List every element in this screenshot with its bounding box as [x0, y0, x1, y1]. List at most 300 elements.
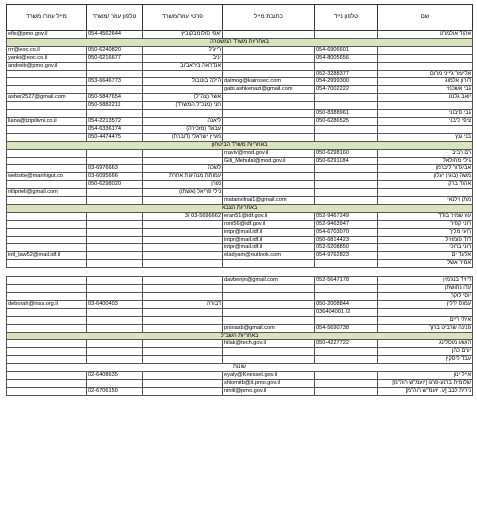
assistant-title-cell — [143, 316, 223, 324]
assistant-email-cell: website@manhigut.co — [7, 173, 87, 181]
name-cell: איתי ריים — [378, 316, 473, 324]
spacer-cell — [7, 268, 473, 277]
assistant-title-cell — [143, 220, 223, 228]
assistant-title-cell: רייג'ל — [143, 46, 223, 54]
assistant-phone-cell: 050-6216677 — [87, 54, 143, 62]
phone-cell: 052-9463947 — [315, 220, 378, 228]
table-row — [7, 220, 473, 228]
table-row — [7, 340, 473, 348]
assistant-title-cell: נילי פריאל (אשתו) — [143, 189, 223, 197]
assistant-title-cell: אנדראה ביראב'וב — [143, 62, 223, 70]
name-cell — [378, 125, 473, 133]
assistant-phone-cell — [87, 356, 143, 364]
phone-cell — [315, 285, 378, 293]
phone-cell: 050-6291184 — [315, 157, 378, 165]
email-cell — [223, 181, 315, 189]
assistant-title-cell — [143, 236, 223, 244]
phone-cell: 050-8388961 — [315, 110, 378, 118]
email-cell — [223, 173, 315, 181]
section-header-row — [7, 141, 473, 149]
table-row — [7, 197, 473, 205]
assistant-email-cell — [7, 181, 87, 189]
name-cell — [378, 189, 473, 197]
assistant-phone-cell: 050-6240820 — [87, 46, 143, 54]
email-cell — [223, 308, 315, 316]
assistant-phone-cell: 053-6646773 — [87, 78, 143, 86]
header-assistant-phone: טלפון עוזר /משרד — [87, 5, 143, 31]
name-cell: דוד פומוזיל — [378, 236, 473, 244]
assistant-phone-cell: 02-6706150 — [87, 387, 143, 395]
assistant-phone-cell — [87, 244, 143, 252]
email-cell: eran51@idf.gov.il — [223, 212, 315, 220]
section-title: שונות — [7, 364, 473, 372]
phone-cell: 054-8005656 — [315, 54, 378, 62]
name-cell — [378, 308, 473, 316]
assistant-title-cell — [143, 340, 223, 348]
name-cell: רם רביב — [378, 149, 473, 157]
phone-cell — [315, 316, 378, 324]
name-cell: הושע מוסלינג — [378, 340, 473, 348]
table-row — [7, 244, 473, 252]
assistant-title-cell: מעיין ישראלי (דוברת) — [143, 133, 223, 141]
email-cell: intpr@mail.idf.il — [223, 236, 315, 244]
phone-cell — [315, 189, 378, 197]
assistant-email-cell: liana@tzipilivni.co.il — [7, 117, 87, 125]
section-title: באחריות השב"כ — [7, 332, 473, 340]
assistant-phone-cell — [87, 62, 143, 70]
assistant-email-cell — [7, 260, 87, 268]
table-row — [7, 379, 473, 387]
email-cell — [223, 102, 315, 110]
contacts-sheet — [6, 4, 472, 396]
email-cell — [223, 70, 315, 78]
assistant-title-cell — [143, 324, 223, 332]
assistant-title-cell — [143, 308, 223, 316]
assistant-email-cell — [7, 165, 87, 173]
assistant-email-cell — [7, 157, 87, 165]
section-header-row — [7, 332, 473, 340]
name-cell: ציפי ליבני — [378, 117, 473, 125]
table-row — [7, 308, 473, 316]
spacer-row — [7, 268, 473, 277]
email-cell: intpr@mail.idf.il — [223, 228, 315, 236]
phone-cell — [315, 173, 378, 181]
name-cell: רוני קפיר — [378, 220, 473, 228]
phone-cell — [315, 387, 378, 395]
table-row — [7, 70, 473, 78]
header-row — [7, 5, 473, 31]
assistant-email-cell — [7, 372, 87, 380]
assistant-phone-cell — [87, 189, 143, 197]
email-cell: eladyam@outlook.com — [223, 252, 315, 260]
name-cell: גבי אשכנזי — [378, 86, 473, 94]
assistant-phone-cell: 03-6095666 — [87, 173, 143, 181]
assistant-email-cell: rrr@eoc.co.il — [7, 46, 87, 54]
name-cell: עוז שמיר בודד — [378, 212, 473, 220]
table-row — [7, 285, 473, 293]
phone-cell — [315, 293, 378, 301]
assistant-phone-cell — [87, 228, 143, 236]
name-cell: רועי מליך — [378, 228, 473, 236]
table-row — [7, 181, 473, 189]
assistant-email-cell — [7, 340, 87, 348]
assistant-title-cell: יניב — [143, 54, 223, 62]
table-row — [7, 94, 473, 102]
assistant-phone-cell: 050-5882211 — [87, 102, 143, 110]
name-cell: עמוס ידלין — [378, 300, 473, 308]
email-cell: shlomitb@it.pmo.gov.il — [223, 379, 315, 387]
name-cell — [378, 54, 473, 62]
assistant-title-cell — [143, 260, 223, 268]
assistant-title-cell — [143, 285, 223, 293]
assistant-title-cell — [143, 86, 223, 94]
table-row — [7, 133, 473, 141]
assistant-title-cell: עבאד (מזכירה) — [143, 125, 223, 133]
assistant-email-cell — [7, 220, 87, 228]
assistant-title-cell: דבורה — [143, 300, 223, 308]
name-cell: רוני ברוכי — [378, 244, 473, 252]
table-row — [7, 348, 473, 356]
phone-cell: 052-3288377 — [315, 70, 378, 78]
assistant-phone-cell: 054-4562644 — [87, 31, 143, 39]
phone-cell — [315, 133, 378, 141]
name-cell: אמיר אשל — [378, 260, 473, 268]
assistant-phone-cell — [87, 149, 143, 157]
phone-cell — [315, 102, 378, 110]
name-cell: יואב גלנט — [378, 94, 473, 102]
name-cell — [378, 102, 473, 110]
assistant-title-cell — [143, 228, 223, 236]
assistant-phone-cell — [87, 197, 143, 205]
email-cell — [223, 125, 315, 133]
assistant-email-cell: niliprieli@gmail.com — [7, 189, 87, 197]
assistant-email-cell: deborah@inss.org.il — [7, 300, 87, 308]
table-row — [7, 165, 473, 173]
assistant-email-cell — [7, 102, 87, 110]
email-cell: ninitl@pmo.gov.il — [223, 387, 315, 395]
assistant-phone-cell — [87, 260, 143, 268]
name-cell: אייל ינון — [378, 372, 473, 380]
section-header-row — [7, 38, 473, 46]
assistant-title-cell — [143, 157, 223, 165]
assistant-email-cell — [7, 316, 87, 324]
assistant-email-cell — [7, 356, 87, 364]
email-cell: dalmog@kairosec.com — [223, 78, 315, 86]
email-cell — [223, 260, 315, 268]
assistant-email-cell — [7, 70, 87, 78]
assistant-email-cell — [7, 212, 87, 220]
assistant-phone-cell — [87, 348, 143, 356]
contacts-table — [6, 4, 473, 396]
name-cell: משה (בוגי) יעלון — [378, 173, 473, 181]
name-cell: גבי סיבוני — [378, 110, 473, 118]
phone-cell: 052-9467249 — [315, 212, 378, 220]
phone-cell: 054-6703070 — [315, 228, 378, 236]
phone-cell: 050-2008844 — [315, 300, 378, 308]
email-cell: hilak@tech.gov.il — [223, 340, 315, 348]
phone-cell: 050-6286525 — [315, 117, 378, 125]
assistant-phone-cell — [87, 293, 143, 301]
table-row — [7, 54, 473, 62]
email-cell — [223, 356, 315, 364]
assistant-email-cell: intl_law52@mail.idf.il — [7, 252, 87, 260]
email-cell — [223, 165, 315, 173]
name-cell: עדו נחושתן — [378, 285, 473, 293]
assistant-phone-cell: 050-4474475 — [87, 133, 143, 141]
phone-cell — [315, 356, 378, 364]
email-cell: intpr@mail.idf.il — [223, 244, 315, 252]
table-row — [7, 260, 473, 268]
email-cell — [223, 54, 315, 62]
assistant-email-cell — [7, 293, 87, 301]
name-cell: דורון אלמוג — [378, 78, 473, 86]
table-row — [7, 387, 473, 395]
assistant-email-cell — [7, 324, 87, 332]
assistant-email-cell — [7, 78, 87, 86]
name-cell: פנינה שרביט ברוך — [378, 324, 473, 332]
phone-cell — [315, 379, 378, 387]
phone-cell: 050-4227722 — [315, 340, 378, 348]
assistant-phone-cell: 050-6298020 — [87, 181, 143, 189]
table-row — [7, 149, 473, 157]
name-cell: יוסי לוקר — [378, 293, 473, 301]
name-cell: בני גנץ — [378, 133, 473, 141]
phone-cell: 054-6906601 — [315, 46, 378, 54]
phone-cell — [315, 94, 378, 102]
assistant-title-cell — [143, 387, 223, 395]
assistant-title-cell: עמותת מנהיגות אחרת — [143, 173, 223, 181]
assistant-title-cell: לשכה — [143, 165, 223, 173]
table-row — [7, 372, 473, 380]
name-cell: דיויד בנג'מין — [378, 277, 473, 285]
assistant-phone-cell: 03-6976663 — [87, 165, 143, 173]
email-cell — [223, 31, 315, 39]
phone-cell — [315, 62, 378, 70]
table-row — [7, 62, 473, 70]
section-title: באחריות הצבא — [7, 204, 473, 212]
table-row — [7, 300, 473, 308]
name-cell: אליעזר ג'ייני מרום — [378, 70, 473, 78]
assistant-phone-cell — [87, 86, 143, 94]
phone-cell — [315, 165, 378, 173]
table-row — [7, 212, 473, 220]
name-cell: עבד ליסקין — [378, 356, 473, 364]
name-cell: מתן וילנאי — [378, 197, 473, 205]
assistant-title-cell — [143, 70, 223, 78]
name-cell — [378, 62, 473, 70]
table-row — [7, 324, 473, 332]
phone-cell — [315, 181, 378, 189]
name-cell — [378, 46, 473, 54]
assistant-phone-cell — [87, 340, 143, 348]
assistant-email-cell: yanki@eoc.co.il — [7, 54, 87, 62]
email-cell — [223, 94, 315, 102]
email-cell — [223, 133, 315, 141]
header-assistant-title: פרטי עוזר/משרד — [143, 5, 223, 31]
assistant-title-cell: הילה בוטבול — [143, 78, 223, 86]
assistant-title-cell — [143, 197, 223, 205]
assistant-phone-cell: 03-6400403 — [87, 300, 143, 308]
assistant-title-cell: מורן — [143, 181, 223, 189]
assistant-email-cell — [7, 348, 87, 356]
phone-cell: 036404001 /2 — [315, 308, 378, 316]
section-title: באחריות משרד הביטחון — [7, 141, 473, 149]
table-row — [7, 189, 473, 197]
assistant-phone-cell: 02-6408635 — [87, 372, 143, 380]
phone-cell — [315, 125, 378, 133]
email-cell: pninasb@gmail.com — [223, 324, 315, 332]
table-row — [7, 277, 473, 285]
assistant-email-cell: efis@pmo.gov.il — [7, 31, 87, 39]
email-cell — [223, 300, 315, 308]
assistant-title-cell — [143, 252, 223, 260]
phone-cell: 054-2999300 — [315, 78, 378, 86]
table-row — [7, 117, 473, 125]
phone-cell: 050-6298160 — [315, 149, 378, 157]
assistant-title-cell — [143, 277, 223, 285]
assistant-phone-cell — [87, 285, 143, 293]
table-row — [7, 78, 473, 86]
email-cell: Gili_Mehulal@mod.gov.il — [223, 157, 315, 165]
table-row — [7, 110, 473, 118]
assistant-title-cell: חני (מנכ"ל המשרד) — [143, 102, 223, 110]
assistant-title-cell — [143, 372, 223, 380]
table-row — [7, 228, 473, 236]
phone-cell — [315, 31, 378, 39]
assistant-email-cell — [7, 228, 87, 236]
email-cell — [223, 110, 315, 118]
assistant-phone-cell — [87, 379, 143, 387]
assistant-email-cell — [7, 236, 87, 244]
table-row — [7, 46, 473, 54]
assistant-phone-cell — [87, 157, 143, 165]
table-row — [7, 236, 473, 244]
name-cell: גילי מחולאל — [378, 157, 473, 165]
section-header-row — [7, 204, 473, 212]
table-row — [7, 125, 473, 133]
email-cell — [223, 348, 315, 356]
assistant-phone-cell — [87, 308, 143, 316]
assistant-phone-cell — [87, 316, 143, 324]
assistant-title-cell — [143, 149, 223, 157]
header-email: כתובת מייל — [223, 5, 315, 31]
table-row — [7, 173, 473, 181]
table-row — [7, 86, 473, 94]
phone-cell: 050-6814423 — [315, 236, 378, 244]
assistant-email-cell — [7, 149, 87, 157]
assistant-phone-cell — [87, 324, 143, 332]
phone-cell: 054-7002222 — [315, 86, 378, 94]
contacts-body — [7, 31, 473, 396]
assistant-phone-cell — [87, 70, 143, 78]
table-row — [7, 316, 473, 324]
email-cell — [223, 62, 315, 70]
name-cell: אהוד ברק — [378, 181, 473, 189]
assistant-email-cell — [7, 244, 87, 252]
assistant-phone-cell: 054-6336174 — [87, 125, 143, 133]
assistant-phone-cell: 054-2213572 — [87, 117, 143, 125]
name-cell: אביגדור ליברמן — [378, 165, 473, 173]
assistant-email-cell — [7, 133, 87, 141]
email-cell: davbenjn@gmail.com — [223, 277, 315, 285]
name-cell: יורם כהן — [378, 348, 473, 356]
assistant-phone-cell: 050-5847654 — [87, 94, 143, 102]
name-cell: אהוד אולמרט — [378, 31, 473, 39]
phone-cell — [315, 372, 378, 380]
assistant-title-cell: ליאנה — [143, 117, 223, 125]
assistant-title-cell: אפי סולומבקוביץ' — [143, 31, 223, 39]
table-row — [7, 293, 473, 301]
phone-cell — [315, 348, 378, 356]
assistant-phone-cell — [87, 252, 143, 260]
assistant-phone-cell — [87, 110, 143, 118]
assistant-title-cell — [143, 110, 223, 118]
assistant-email-cell: andreib@pmo.gov.il — [7, 62, 87, 70]
name-cell: אלעד ים — [378, 252, 473, 260]
assistant-email-cell — [7, 110, 87, 118]
phone-cell: 052-5647178 — [315, 277, 378, 285]
assistant-title-cell — [143, 293, 223, 301]
assistant-title-cell: 3/ 03-5696662 — [143, 212, 223, 220]
email-cell: gabi.ashkenazi@gmail.com — [223, 86, 315, 94]
table-row — [7, 252, 473, 260]
assistant-email-cell — [7, 125, 87, 133]
assistant-email-cell — [7, 277, 87, 285]
email-cell: rraviv@mod.gov.il — [223, 149, 315, 157]
phone-cell: 054-9762823 — [315, 252, 378, 260]
email-cell — [223, 293, 315, 301]
email-cell — [223, 117, 315, 125]
phone-cell — [315, 260, 378, 268]
table-row — [7, 31, 473, 39]
email-cell — [223, 46, 315, 54]
header-assistant-email: מייל עוזר/ משרד — [7, 5, 87, 31]
phone-cell: 054-5690738 — [315, 324, 378, 332]
assistant-title-cell — [143, 348, 223, 356]
section-header-row — [7, 364, 473, 372]
email-cell — [223, 189, 315, 197]
assistant-email-cell — [7, 308, 87, 316]
assistant-phone-cell — [87, 277, 143, 285]
table-row — [7, 102, 473, 110]
phone-cell — [315, 197, 378, 205]
assistant-email-cell — [7, 379, 87, 387]
name-cell: נירית לבב [ע. יועמ"ש רוה"מ] — [378, 387, 473, 395]
assistant-email-cell — [7, 387, 87, 395]
section-title: באחריות משרד המשטרה — [7, 38, 473, 46]
table-row — [7, 157, 473, 165]
name-cell: שלומית ברנע-פרגו [יועמ"ש רוה"מ] — [378, 379, 473, 387]
table-row — [7, 356, 473, 364]
assistant-email-cell — [7, 197, 87, 205]
assistant-title-cell — [143, 356, 223, 364]
email-cell — [223, 316, 315, 324]
assistant-email-cell: asher2527@gmail.com — [7, 94, 87, 102]
assistant-email-cell — [7, 285, 87, 293]
assistant-title-cell — [143, 379, 223, 387]
email-cell: eyaly@Knesset.gov.il — [223, 372, 315, 380]
assistant-email-cell — [7, 86, 87, 94]
email-cell: matanvilnai1@gmail.com — [223, 197, 315, 205]
assistant-phone-cell — [87, 220, 143, 228]
assistant-phone-cell — [87, 212, 143, 220]
assistant-title-cell — [143, 244, 223, 252]
phone-cell: 052-5208850 — [315, 244, 378, 252]
assistant-title-cell: אשר (צה"ל) — [143, 94, 223, 102]
assistant-phone-cell — [87, 236, 143, 244]
header-name: שם — [378, 5, 473, 31]
header-phone: טלפון נייד — [315, 5, 378, 31]
